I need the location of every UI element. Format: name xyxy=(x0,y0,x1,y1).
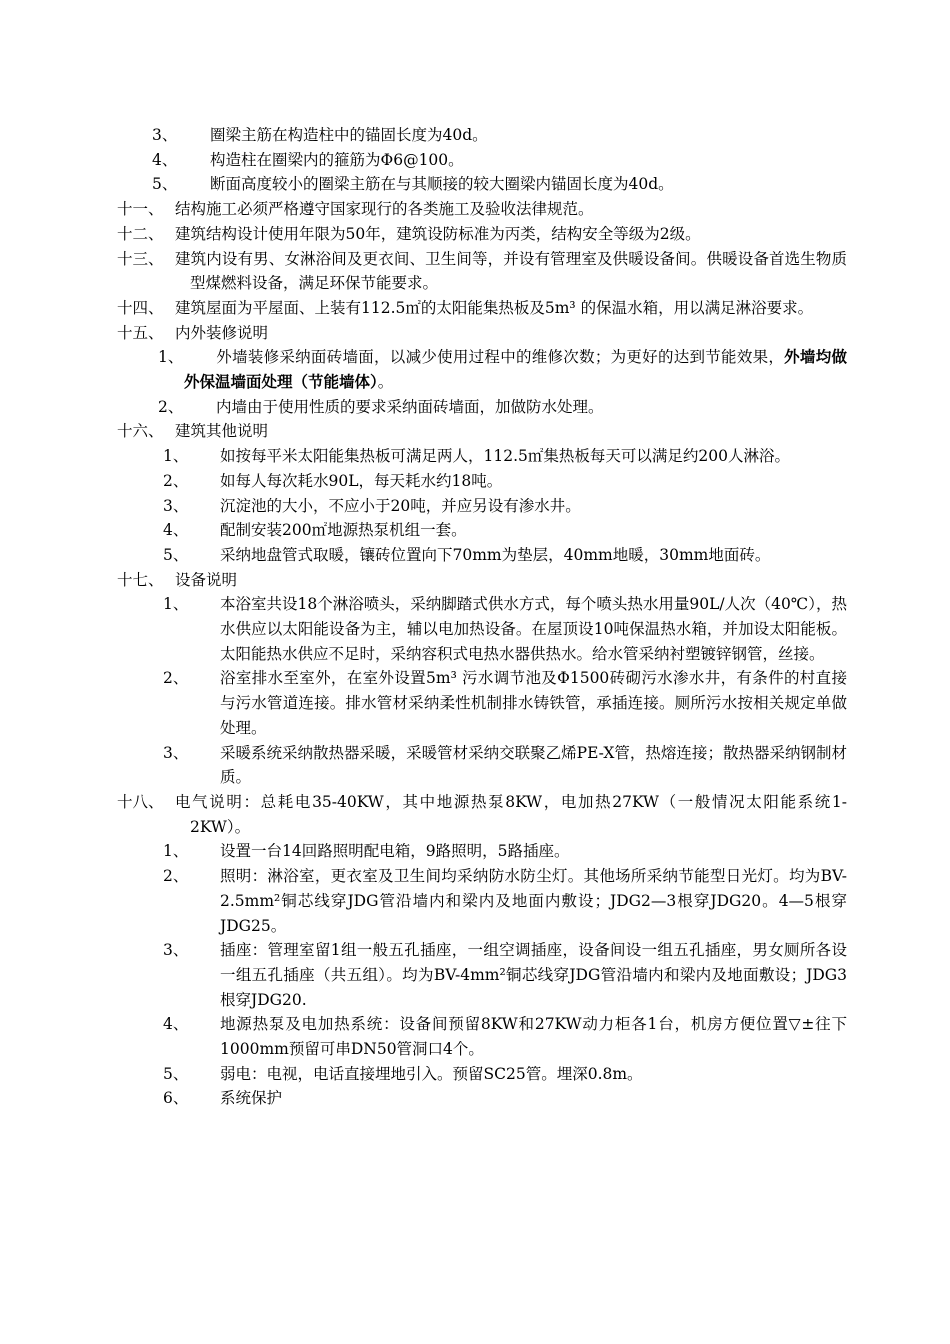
item-text: 系统保护 xyxy=(220,1089,283,1108)
item-text: 照明：淋浴室，更衣室及卫生间均采纳防水防尘灯。其他场所采纳节能型日光灯。均为BV-2.5mm²铜芯线穿JDG管沿墙内和梁内及地面内敷设；JDG2—3根穿JDG20。4—5根穿JDG25。 xyxy=(220,867,847,935)
section-number: 十四、 xyxy=(117,298,164,317)
section-number: 十二、 xyxy=(117,224,164,243)
item-text: 内墙由于使用性质的要求采纳面砖墙面，加做防水处理。 xyxy=(216,397,604,416)
item-number: 2、 xyxy=(158,397,184,416)
item-number: 4、 xyxy=(163,521,189,540)
list-item xyxy=(0,839,950,864)
section-text: 建筑屋面为平屋面、上装有112.5㎡的太阳能集热板及5m³ 的保温水箱，用以满足淋浴要求。 xyxy=(175,298,814,317)
section-number: 十六、 xyxy=(117,422,164,441)
item-text: 沉淀池的大小，不应小于20吨，并应另设有渗水井。 xyxy=(220,496,581,515)
item-text: 采暖系统采纳散热器采暖，采暖管材采纳交联聚乙烯PE-X管，热熔连接；散热器采纳钢制材质。 xyxy=(220,743,847,787)
section-15 xyxy=(0,321,950,346)
list-item xyxy=(0,172,950,197)
item-text: 如按每平米太阳能集热板可满足两人，112.5㎡集热板每天可以满足约200人淋浴。 xyxy=(220,447,790,466)
section-number: 十八、 xyxy=(117,792,164,811)
item-number: 5、 xyxy=(163,1064,189,1083)
section-number: 十三、 xyxy=(117,249,164,268)
list-item xyxy=(0,864,950,938)
section-16 xyxy=(0,419,950,444)
item-text: 采纳地盘管式取暖，镶砖位置向下70mm为垫层，40mm地暖，30mm地面砖。 xyxy=(220,545,771,564)
list-item xyxy=(0,666,950,740)
section-11 xyxy=(0,197,950,222)
section-18 xyxy=(0,790,950,839)
item-text: 断面高度较小的圈梁主筋在与其顺接的较大圈梁内锚固长度为40d。 xyxy=(210,175,674,194)
list-item xyxy=(0,395,950,420)
list-item xyxy=(0,1012,950,1061)
section-text: 结构施工必须严格遵守国家现行的各类施工及验收法律规范。 xyxy=(175,200,594,219)
list-item xyxy=(0,148,950,173)
list-item xyxy=(0,741,950,790)
section-number: 十一、 xyxy=(117,200,164,219)
section-text: 建筑结构设计使用年限为50年，建筑设防标准为丙类，结构安全等级为2级。 xyxy=(175,224,701,243)
item-text: 弱电：电视，电话直接埋地引入。预留SC25管。埋深0.8m。 xyxy=(220,1064,643,1083)
document-body xyxy=(0,123,950,1111)
list-item xyxy=(0,444,950,469)
item-text: 构造柱在圈梁内的箍筋为Φ6@100。 xyxy=(210,150,464,169)
section-12 xyxy=(0,222,950,247)
section-text: 电气说明：总耗电35-40KW，其中地源热泵8KW，电加热27KW（一般情况太阳能系统1-2KW）。 xyxy=(175,792,847,836)
section-14 xyxy=(0,296,950,321)
item-text-b: 。 xyxy=(377,373,394,392)
item-number: 5、 xyxy=(163,545,189,564)
list-item xyxy=(0,123,950,148)
section-13 xyxy=(0,247,950,296)
item-text: 配制安装200㎡地源热泵机组一套。 xyxy=(220,521,467,540)
section-17 xyxy=(0,568,950,593)
item-text: 如每人每次耗水90L，每天耗水约18吨。 xyxy=(220,471,503,490)
item-text: 设置一台14回路照明配电箱，9路照明，5路插座。 xyxy=(220,842,570,861)
section-number: 十五、 xyxy=(117,323,164,342)
item-number: 1、 xyxy=(163,447,189,466)
section-title: 建筑其他说明 xyxy=(175,422,269,441)
list-item xyxy=(0,469,950,494)
list-item xyxy=(0,494,950,519)
list-item xyxy=(0,518,950,543)
item-text: 插座：管理室留1组一般五孔插座，一组空调插座，设备间设一组五孔插座，男女厕所各设一组五孔插座（共五组）。均为BV-4mm²铜芯线穿JDG管沿墙内和梁内及地面敷设；JDG3根穿JDG20. xyxy=(220,941,847,1009)
section-title: 内外装修说明 xyxy=(175,323,269,342)
item-text: 圈梁主筋在构造柱中的锚固长度为40d。 xyxy=(210,126,488,144)
item-number: 2、 xyxy=(163,471,189,490)
item-number: 3、 xyxy=(163,496,189,515)
list-item xyxy=(0,1062,950,1087)
item-number: 3、 xyxy=(163,743,189,762)
section-number: 十七、 xyxy=(117,570,164,589)
item-text: 浴室排水至室外，在室外设置5m³ 污水调节池及Φ1500砖砌污水渗水井，有条件的村直接与污水管道连接。排水管材采纳柔性机制排水铸铁管，承插连接。厕所污水按相关规定单做处理。 xyxy=(220,669,847,737)
item-number: 2、 xyxy=(163,669,189,688)
item-text xyxy=(184,345,847,394)
list-item xyxy=(0,1086,950,1111)
section-text: 建筑内设有男、女淋浴间及更衣间、卫生间等，并设有管理室及供暖设备间。供暖设备首选生物质型煤燃料设备，满足环保节能要求。 xyxy=(175,249,847,293)
list-item xyxy=(0,938,950,1012)
item-number: 2、 xyxy=(163,867,189,886)
item-number: 4、 xyxy=(163,1015,189,1034)
list-item xyxy=(0,543,950,568)
item-text: 地源热泵及电加热系统：设备间预留8KW和27KW动力柜各1台，机房方便位置▽±往下1000mm预留可串DN50管洞口4个。 xyxy=(220,1015,847,1059)
item-number: 6、 xyxy=(163,1089,189,1108)
item-text-bold: 外墙均做外保温墙面处理（节能墙体） xyxy=(184,347,847,392)
item-number: 1、 xyxy=(163,842,189,861)
item-text: 本浴室共设18个淋浴喷头，采纳脚踏式供水方式，每个喷头热水用量90L/人次（40℃），热水供应以太阳能设备为主，辅以电加热设备。在屋顶设10吨保温热水箱，并加设太阳能板。太阳能热水供应不足时，采纳容积式电热水器供热水。给水管采纳衬塑镀锌钢管，丝接。 xyxy=(220,595,847,663)
item-number: 1、 xyxy=(163,595,189,614)
item-number: 4、 xyxy=(152,150,178,169)
item-text-a: 外墙装修采纳面砖墙面，以减少使用过程中的维修次数；为更好的达到节能效果， xyxy=(216,348,785,367)
list-item xyxy=(0,345,950,394)
section-title: 设备说明 xyxy=(175,570,238,589)
item-number: 3、 xyxy=(152,126,178,144)
list-item xyxy=(0,592,950,666)
item-number: 5、 xyxy=(152,175,178,194)
item-number: 1、 xyxy=(158,348,184,367)
item-number: 3、 xyxy=(163,941,189,960)
